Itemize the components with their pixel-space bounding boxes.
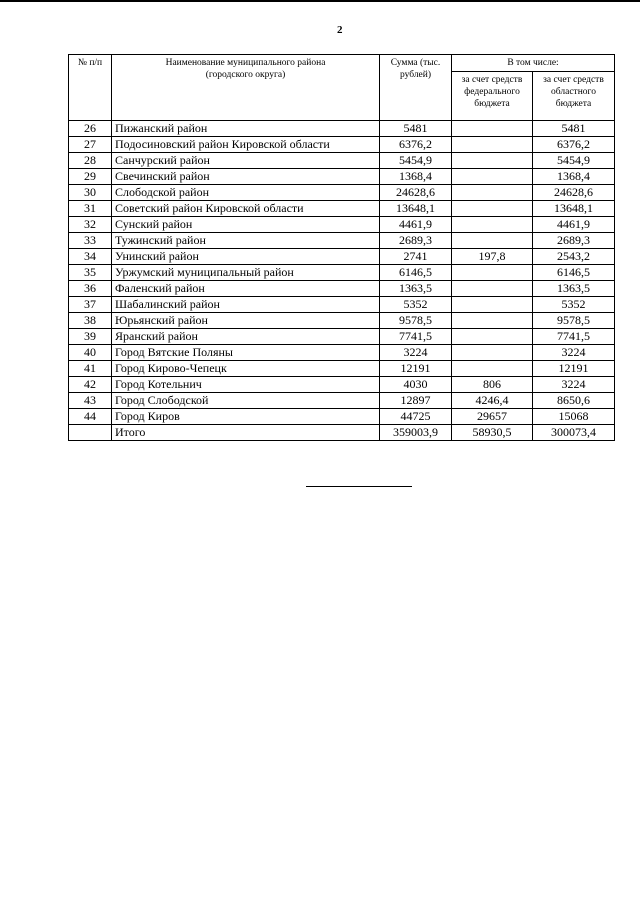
row-regional: 2543,2 (533, 249, 615, 265)
row-federal (452, 153, 533, 169)
table-row (69, 217, 615, 233)
row-name: Город Вятские Поляны (112, 345, 380, 361)
top-border-line (0, 0, 640, 2)
row-federal (452, 345, 533, 361)
row-number: 33 (69, 233, 112, 249)
row-name: Город Киров (112, 409, 380, 425)
table-row (69, 345, 615, 361)
row-federal (452, 361, 533, 377)
row-name: Город Кирово-Чепецк (112, 361, 380, 377)
row-name: Советский район Кировской области (112, 201, 380, 217)
row-sum: 1368,4 (380, 169, 452, 185)
row-regional: 24628,6 (533, 185, 615, 201)
row-federal (452, 201, 533, 217)
row-sum: 5352 (380, 297, 452, 313)
row-regional: 4461,9 (533, 217, 615, 233)
table-row (69, 329, 615, 345)
row-sum: 4030 (380, 377, 452, 393)
row-sum: 9578,5 (380, 313, 452, 329)
header-including: В том числе: (452, 55, 615, 72)
row-sum: 13648,1 (380, 201, 452, 217)
row-name: Пижанский район (112, 121, 380, 137)
row-federal: 4246,4 (452, 393, 533, 409)
row-sum: 2689,3 (380, 233, 452, 249)
row-regional: 2689,3 (533, 233, 615, 249)
row-number: 27 (69, 137, 112, 153)
row-number: 26 (69, 121, 112, 137)
row-federal (452, 185, 533, 201)
row-name: Яранский район (112, 329, 380, 345)
table-row (69, 393, 615, 409)
row-number: 28 (69, 153, 112, 169)
row-federal (452, 169, 533, 185)
row-regional: 6376,2 (533, 137, 615, 153)
table-row (69, 361, 615, 377)
row-sum: 6376,2 (380, 137, 452, 153)
page-number: 2 (337, 24, 343, 36)
table-row (69, 185, 615, 201)
row-regional: 300073,4 (533, 425, 615, 441)
row-number: 29 (69, 169, 112, 185)
row-name: Фаленский район (112, 281, 380, 297)
table-row (69, 137, 615, 153)
budget-table (68, 54, 615, 441)
row-regional: 7741,5 (533, 329, 615, 345)
row-name: Уржумский муниципальный район (112, 265, 380, 281)
row-sum: 12897 (380, 393, 452, 409)
row-sum: 24628,6 (380, 185, 452, 201)
row-regional: 15068 (533, 409, 615, 425)
row-number: 35 (69, 265, 112, 281)
row-name: Сунский район (112, 217, 380, 233)
row-sum: 5454,9 (380, 153, 452, 169)
row-number: 40 (69, 345, 112, 361)
row-federal (452, 313, 533, 329)
row-number: 31 (69, 201, 112, 217)
table-row (69, 409, 615, 425)
table-row (69, 377, 615, 393)
table-row (69, 121, 615, 137)
row-regional: 13648,1 (533, 201, 615, 217)
row-name: Город Котельнич (112, 377, 380, 393)
row-name: Свечинский район (112, 169, 380, 185)
row-federal: 58930,5 (452, 425, 533, 441)
row-name: Шабалинский район (112, 297, 380, 313)
row-regional: 9578,5 (533, 313, 615, 329)
row-number: 41 (69, 361, 112, 377)
row-federal (452, 281, 533, 297)
header-regional: за счет средств областного бюджета (533, 72, 615, 121)
row-federal: 806 (452, 377, 533, 393)
row-regional: 5352 (533, 297, 615, 313)
row-federal (452, 233, 533, 249)
row-sum: 44725 (380, 409, 452, 425)
row-regional: 8650,6 (533, 393, 615, 409)
row-federal (452, 137, 533, 153)
table-row (69, 201, 615, 217)
row-number: 38 (69, 313, 112, 329)
row-regional: 12191 (533, 361, 615, 377)
row-federal: 197,8 (452, 249, 533, 265)
row-sum: 4461,9 (380, 217, 452, 233)
row-federal (452, 265, 533, 281)
row-regional: 1368,4 (533, 169, 615, 185)
row-federal (452, 121, 533, 137)
row-number: 44 (69, 409, 112, 425)
row-regional: 5481 (533, 121, 615, 137)
table-row (69, 297, 615, 313)
row-name: Подосиновский район Кировской области (112, 137, 380, 153)
row-name: Санчурский район (112, 153, 380, 169)
row-name: Слободской район (112, 185, 380, 201)
row-number: 32 (69, 217, 112, 233)
header-name: Наименование муниципального района (городского округа) (112, 55, 380, 121)
row-number: 37 (69, 297, 112, 313)
table-row (69, 425, 615, 441)
table-row (69, 169, 615, 185)
table-row (69, 313, 615, 329)
row-number (69, 425, 112, 441)
row-sum: 3224 (380, 345, 452, 361)
row-number: 43 (69, 393, 112, 409)
row-sum: 7741,5 (380, 329, 452, 345)
table-body (69, 121, 615, 441)
row-number: 42 (69, 377, 112, 393)
row-number: 36 (69, 281, 112, 297)
header-sum: Сумма (тыс. рублей) (380, 55, 452, 121)
row-sum: 6146,5 (380, 265, 452, 281)
row-name: Город Слободской (112, 393, 380, 409)
row-regional: 3224 (533, 377, 615, 393)
row-sum: 5481 (380, 121, 452, 137)
row-federal (452, 217, 533, 233)
row-sum: 1363,5 (380, 281, 452, 297)
row-name: Унинский район (112, 249, 380, 265)
row-number: 30 (69, 185, 112, 201)
row-sum: 12191 (380, 361, 452, 377)
row-name: Итого (112, 425, 380, 441)
table-row (69, 265, 615, 281)
table-row (69, 233, 615, 249)
row-number: 39 (69, 329, 112, 345)
row-federal (452, 329, 533, 345)
row-sum: 359003,9 (380, 425, 452, 441)
header-num: № п/п (69, 55, 112, 121)
row-regional: 3224 (533, 345, 615, 361)
closing-rule (306, 486, 412, 487)
row-regional: 1363,5 (533, 281, 615, 297)
row-federal (452, 297, 533, 313)
table-row (69, 249, 615, 265)
table-row (69, 153, 615, 169)
row-name: Тужинский район (112, 233, 380, 249)
header-federal: за счет средств федерального бюджета (452, 72, 533, 121)
row-regional: 6146,5 (533, 265, 615, 281)
row-federal: 29657 (452, 409, 533, 425)
row-name: Юрьянский район (112, 313, 380, 329)
row-sum: 2741 (380, 249, 452, 265)
row-number: 34 (69, 249, 112, 265)
row-regional: 5454,9 (533, 153, 615, 169)
table-row (69, 281, 615, 297)
